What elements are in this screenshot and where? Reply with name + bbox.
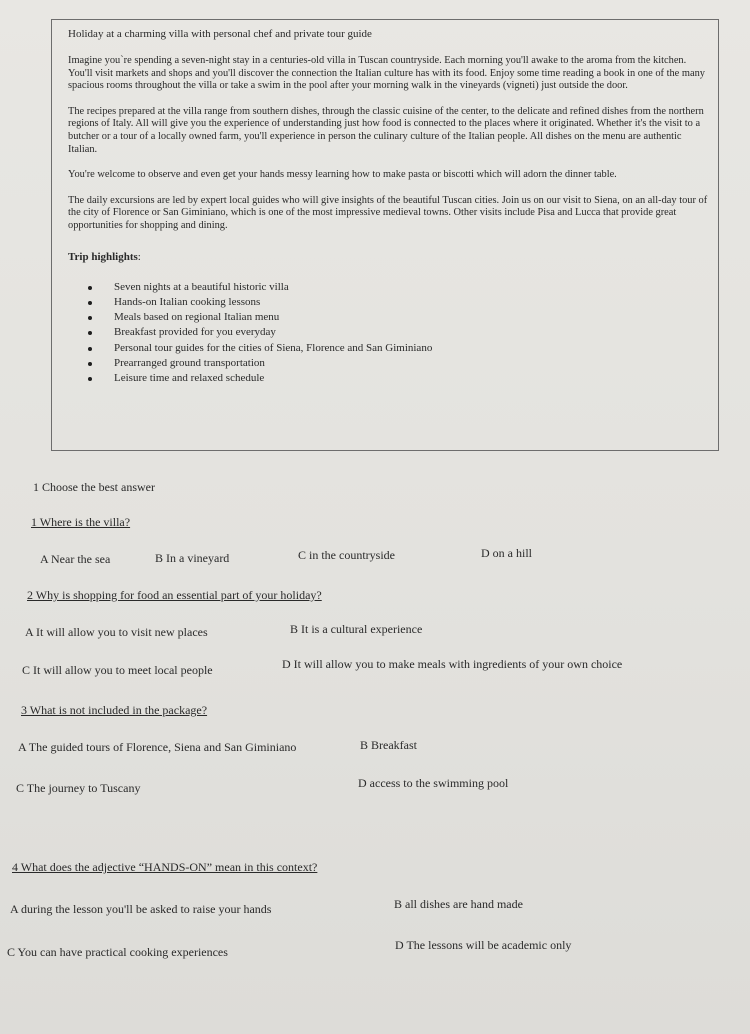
highlight-item <box>88 280 708 295</box>
bullet-icon <box>88 377 92 381</box>
bullet-icon <box>88 301 92 305</box>
bullet-icon <box>88 286 92 290</box>
highlight-text: Breakfast provided for you everyday <box>114 326 276 339</box>
q1-option-d[interactable]: D on a hill <box>481 546 532 560</box>
q4-option-a[interactable]: A during the lesson you'll be asked to raise your hands <box>10 902 272 916</box>
question-1-text: 1 Where is the villa? <box>31 515 131 529</box>
highlight-text: Meals based on regional Italian menu <box>114 311 280 324</box>
bullet-icon <box>88 347 92 351</box>
highlight-text: Seven nights at a beautiful historic villa <box>114 280 289 293</box>
q4-option-c[interactable]: C You can have practical cooking experiences <box>7 945 228 959</box>
q2-option-a[interactable]: A It will allow you to visit new places <box>25 625 208 639</box>
q3-option-a[interactable]: A The guided tours of Florence, Siena and San Giminiano <box>18 740 297 754</box>
highlight-text: Personal tour guides for the cities of Siena, Florence and San Giminiano <box>114 341 433 354</box>
q1-option-c[interactable]: C in the countryside <box>298 548 395 562</box>
paragraph-3: You're welcome to observe and even get your hands messy learning how to make pasta or biscotti which will adorn the dinner table. <box>68 169 617 181</box>
highlight-item <box>88 371 708 386</box>
paragraph-2: The recipes prepared at the villa range from southern dishes, through the classic cuisine of the center, to the delicate and refined dishes from the northern regions of Italy. All will give you the experience of understanding just how food is connected to the places where it originated. Whether it's the visit to a butcher or a tour of a locally owned farm, you'll experience in person the culinary culture of the Italian people. All dishes on the menu are authentic Italian. <box>68 105 704 155</box>
question-3-text: 3 What is not included in the package? <box>21 703 208 717</box>
highlight-text: Prearranged ground transportation <box>114 357 265 370</box>
highlights-list <box>68 280 708 387</box>
exercise-instruction: 1 Choose the best answer <box>33 480 155 494</box>
bullet-icon <box>88 316 92 320</box>
highlight-text: Leisure time and relaxed schedule <box>114 372 265 385</box>
q1-option-b[interactable]: B In a vineyard <box>155 551 230 565</box>
question-2-text: 2 Why is shopping for food an essential part of your holiday? <box>27 588 322 602</box>
q2-option-d[interactable]: D It will allow you to make meals with ingredients of your own choice <box>282 657 623 671</box>
highlights-heading <box>68 251 708 263</box>
paragraph-4: The daily excursions are led by expert local guides who will give insights of the beautiful Tuscan cities. Join us on our visit to Siena, on an all-day tour of the city of Florence or San Giminiano, which is one of the most impressive medieval towns. Other visits include Pisa and Lucca that provide great opportunities for shopping and dining. <box>68 194 708 231</box>
highlights-label: Trip highlights <box>68 250 138 263</box>
q3-option-d[interactable]: D access to the swimming pool <box>358 776 509 790</box>
reading-passage-box <box>51 19 719 451</box>
highlight-item <box>88 310 708 325</box>
q2-option-c[interactable]: C It will allow you to meet local people <box>22 663 213 677</box>
highlight-item <box>88 341 708 356</box>
passage-title: Holiday at a charming villa with personal chef and private tour guide <box>68 28 372 40</box>
question-4-text: 4 What does the adjective “HANDS-ON” mean in this context? <box>12 860 318 874</box>
q2-option-b[interactable]: B It is a cultural experience <box>290 622 423 636</box>
q4-option-b[interactable]: B all dishes are hand made <box>394 897 523 911</box>
paragraph-1: Imagine you`re spending a seven-night stay in a centuries-old villa in Tuscan countryside. Each morning you'll awake to the aroma from the kitchen. You'll visit markets and shops and you'll discover the connection the Italian culture has with its food. Enjoy some time reading a book in one of the many spacious rooms throughout the villa or take a swim in the pool after your morning walk in the vineyards (vigneti) just outside the door. <box>68 55 705 92</box>
bullet-icon <box>88 331 92 335</box>
highlights-colon: : <box>137 250 141 263</box>
highlight-item <box>88 295 708 310</box>
bullet-icon <box>88 362 92 366</box>
highlight-item <box>88 356 708 371</box>
q3-option-b[interactable]: B Breakfast <box>360 738 417 752</box>
highlight-text: Hands-on Italian cooking lessons <box>114 295 261 308</box>
q3-option-c[interactable]: C The journey to Tuscany <box>16 781 141 795</box>
highlight-item <box>88 325 708 340</box>
q4-option-d[interactable]: D The lessons will be academic only <box>395 938 572 952</box>
q1-option-a[interactable]: A Near the sea <box>40 552 111 566</box>
